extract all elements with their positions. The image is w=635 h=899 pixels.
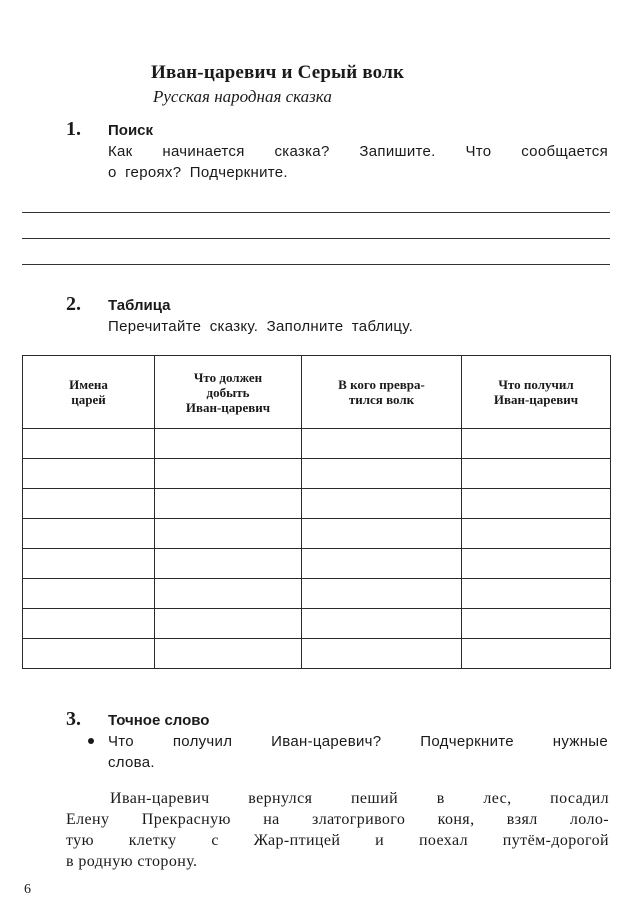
page-number: 6 (24, 882, 31, 897)
table-cell[interactable] (302, 429, 462, 459)
answer-line-3[interactable] (22, 264, 610, 265)
table-row (23, 609, 611, 639)
table-cell[interactable] (155, 459, 302, 489)
table-cell[interactable] (23, 429, 155, 459)
task-1-line-2: о героях? Подчеркните. (108, 164, 288, 181)
fill-in-table (22, 355, 611, 669)
task-3-bullet-line-2: слова. (108, 754, 155, 771)
bullet-icon (88, 738, 94, 744)
table-cell[interactable] (155, 519, 302, 549)
table-cell[interactable] (155, 489, 302, 519)
column-header-what-received: Что получил Иван-царевич (462, 356, 611, 429)
table-row (23, 519, 611, 549)
table-cell[interactable] (462, 489, 611, 519)
table-cell[interactable] (462, 639, 611, 669)
table-cell[interactable] (302, 489, 462, 519)
task-1-heading: Поиск (108, 122, 154, 139)
column-header-tsar-names: Имена царей (23, 356, 155, 429)
table-row (23, 429, 611, 459)
table-cell[interactable] (302, 549, 462, 579)
paragraph-line[interactable]: Иван-царевич вернулся пеший в лес, посадил (110, 790, 609, 807)
task-2-number: 2. (66, 293, 81, 315)
table-cell[interactable] (462, 429, 611, 459)
task-1-number: 1. (66, 118, 81, 140)
table-row (23, 489, 611, 519)
table-cell[interactable] (302, 639, 462, 669)
task-2-instruction: Перечитайте сказку. Заполните таблицу. (108, 318, 414, 335)
answer-line-1[interactable] (22, 212, 610, 213)
task-3-bullet-line-1: Что получил Иван-царевич? Подчеркните нужные (108, 733, 608, 750)
table-cell[interactable] (462, 459, 611, 489)
table-cell[interactable] (23, 459, 155, 489)
table-header-row (23, 356, 611, 429)
task-1-line-1: Как начинается сказка? Запишите. Что сообщается (108, 143, 608, 160)
table-cell[interactable] (462, 609, 611, 639)
table-cell[interactable] (155, 429, 302, 459)
table-cell[interactable] (155, 579, 302, 609)
table-row (23, 579, 611, 609)
table-cell[interactable] (23, 639, 155, 669)
table-cell[interactable] (155, 639, 302, 669)
table-cell[interactable] (155, 549, 302, 579)
page-subtitle: Русская народная сказка (153, 87, 332, 106)
paragraph-line[interactable]: тую клетку с Жар-птицей и поехал путём-дорогой (66, 832, 609, 849)
task-2-heading: Таблица (108, 297, 171, 314)
table-cell[interactable] (302, 459, 462, 489)
table-cell[interactable] (23, 519, 155, 549)
table-cell[interactable] (23, 489, 155, 519)
table-row (23, 639, 611, 669)
table-cell[interactable] (155, 609, 302, 639)
table-cell[interactable] (302, 609, 462, 639)
answer-line-2[interactable] (22, 238, 610, 239)
table-cell[interactable] (302, 579, 462, 609)
task-3-heading: Точное слово (108, 712, 210, 729)
table-cell[interactable] (302, 519, 462, 549)
table-cell[interactable] (462, 579, 611, 609)
column-header-what-to-obtain: Что должен добыть Иван-царевич (155, 356, 302, 429)
table-cell[interactable] (462, 519, 611, 549)
story-paragraph (66, 788, 609, 872)
page-title: Иван-царевич и Серый волк (151, 62, 405, 83)
column-header-wolf-turned-into: В кого превра- тился волк (302, 356, 462, 429)
task-3-number: 3. (66, 708, 81, 730)
table-row (23, 549, 611, 579)
table-row (23, 459, 611, 489)
table-cell[interactable] (23, 549, 155, 579)
paragraph-line[interactable]: в родную сторону. (66, 853, 198, 870)
table-cell[interactable] (23, 579, 155, 609)
table-cell[interactable] (462, 549, 611, 579)
table-cell[interactable] (23, 609, 155, 639)
paragraph-line[interactable]: Елену Прекрасную на златогривого коня, взял лоло- (66, 811, 609, 828)
